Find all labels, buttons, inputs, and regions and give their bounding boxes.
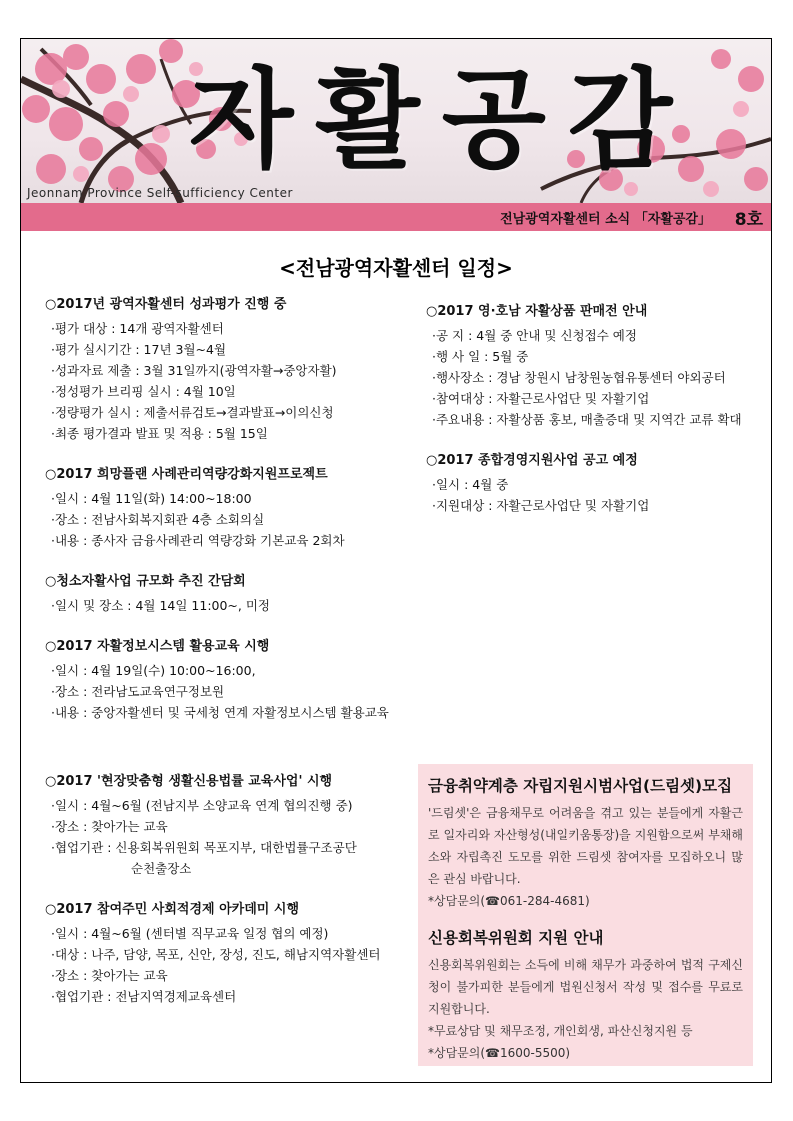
section-line: ·주요내용 : 자활상품 홍보, 매출증대 및 지역간 교류 확대	[432, 412, 742, 427]
schedule-section	[45, 771, 425, 879]
section-line: 순천출장소	[131, 861, 192, 876]
notice-box	[418, 764, 753, 1066]
schedule-section	[45, 899, 425, 1007]
issue-bar	[21, 203, 771, 231]
section-line: ·참여대상 : 자활근로사업단 및 자활기업	[432, 391, 650, 406]
section-line: ·장소 : 전남사회복지회관 4층 소회의실	[51, 512, 265, 527]
section-line: ·성과자료 제출 : 3월 31일까지(광역자활→중앙자활)	[51, 363, 337, 378]
header-banner	[21, 39, 771, 203]
schedule-section	[426, 301, 766, 430]
section-line: ·일시 : 4월 중	[432, 477, 509, 492]
section-line: ·협업기관 : 신용회복위원회 목포지부, 대한법률구조공단	[51, 840, 357, 855]
credit-recovery-title: 신용회복위원회 지원 안내	[428, 929, 604, 947]
page-title: <전남광역자활센터 일정>	[279, 256, 513, 280]
section-line: ·일시 : 4월 19일(수) 10:00~16:00,	[51, 663, 256, 678]
section-line: ·장소 : 찾아가는 교육	[51, 819, 168, 834]
newsletter-name: 전남광역자활센터 소식 「자활공감」	[500, 212, 711, 227]
section-line: ·정량평가 실시 : 제출서류검토→결과발표→이의신청	[51, 405, 334, 420]
schedule-section	[45, 294, 425, 444]
section-line: ·내용 : 중앙자활센터 및 국세청 연계 자활정보시스템 활용교육	[51, 705, 389, 720]
section-title: ○2017년 광역자활센터 성과평가 진행 중	[45, 297, 287, 312]
schedule-right-column	[426, 301, 766, 536]
section-line: ·평가 실시기간 : 17년 3월~4월	[51, 342, 227, 357]
section-line: ·평가 대상 : 14개 광역자활센터	[51, 321, 224, 336]
credit-recovery-contact: *상담문의(☎1600-5500)	[428, 1046, 571, 1060]
issue-number: 8호	[734, 210, 763, 230]
banner-subtitle: Jeonnam Province Self-sufficiency Center	[27, 186, 293, 200]
section-line: ·행사장소 : 경남 창원시 남창원농협유통센터 야외공터	[432, 370, 726, 385]
section-line: ·일시 : 4월~6월 (센터별 직무교육 일정 협의 예정)	[51, 926, 329, 941]
schedule-section	[426, 450, 766, 516]
dream-set-title: 금융취약계층 자립지원시범사업(드림셋)모집	[428, 777, 733, 795]
section-title: ○2017 희망플랜 사례관리역량강화지원프로젝트	[45, 467, 328, 482]
banner-title: 자활공감	[189, 57, 695, 183]
schedule-section	[45, 571, 425, 616]
section-line: ·장소 : 찾아가는 교육	[51, 968, 168, 983]
section-line: ·행 사 일 : 5월 중	[432, 349, 529, 364]
section-line: ·일시 : 4월~6월 (전남지부 소양교육 연계 협의진행 중)	[51, 798, 353, 813]
section-line: ·공 지 : 4월 중 안내 및 신청접수 예정	[432, 328, 637, 343]
credit-recovery-note: *무료상담 및 채무조정, 개인회생, 파산신청지원 등	[428, 1024, 693, 1038]
schedule-section	[45, 464, 425, 551]
section-title: ○2017 참여주민 사회적경제 아카데미 시행	[45, 902, 299, 917]
section-line: ·협업기관 : 전남지역경제교육센터	[51, 989, 237, 1004]
schedule-left-column	[45, 294, 425, 1027]
credit-recovery-body: 신용회복위원회는 소득에 비해 채무가 과중하여 법적 구제신청이 불가피한 분들에게 법원신청서 작성 및 접수를 무료로 지원합니다.	[428, 958, 743, 1016]
section-title: ○2017 종합경영지원사업 공고 예정	[426, 453, 638, 468]
section-line: ·대상 : 나주, 담양, 목포, 신안, 장성, 진도, 해남지역자활센터	[51, 947, 381, 962]
section-line: ·내용 : 종사자 금융사례관리 역량강화 기본교육 2회차	[51, 533, 345, 548]
section-title: ○2017 자활정보시스템 활용교육 시행	[45, 639, 270, 654]
section-title: ○2017 '현장맞춤형 생활신용법률 교육사업' 시행	[45, 774, 333, 789]
newsletter-page	[20, 38, 772, 1083]
section-line: ·최종 평가결과 발표 및 적용 : 5월 15일	[51, 426, 268, 441]
dream-set-contact: *상담문의(☎061-284-4681)	[428, 894, 590, 908]
schedule-section	[45, 636, 425, 723]
section-title: ○2017 영·호남 자활상품 판매전 안내	[426, 304, 648, 319]
section-line: ·지원대상 : 자활근로사업단 및 자활기업	[432, 498, 650, 513]
section-line: ·일시 및 장소 : 4월 14일 11:00~, 미정	[51, 598, 271, 613]
section-line: ·일시 : 4월 11일(화) 14:00~18:00	[51, 491, 252, 506]
section-title: ○청소자활사업 규모화 추진 간담회	[45, 574, 246, 589]
section-line: ·장소 : 전라남도교육연구정보원	[51, 684, 225, 699]
section-line: ·정성평가 브리핑 실시 : 4월 10일	[51, 384, 236, 399]
dream-set-body: '드림셋'은 금융채무로 어려움을 겪고 있는 분들에게 자활근로 일자리와 자산형성(내일키움통장)을 지원함으로써 부채해소와 자립촉진 도모를 위한 드림셋 참여자를 모집하오니 많은 관심 바랍니다.	[428, 806, 743, 886]
